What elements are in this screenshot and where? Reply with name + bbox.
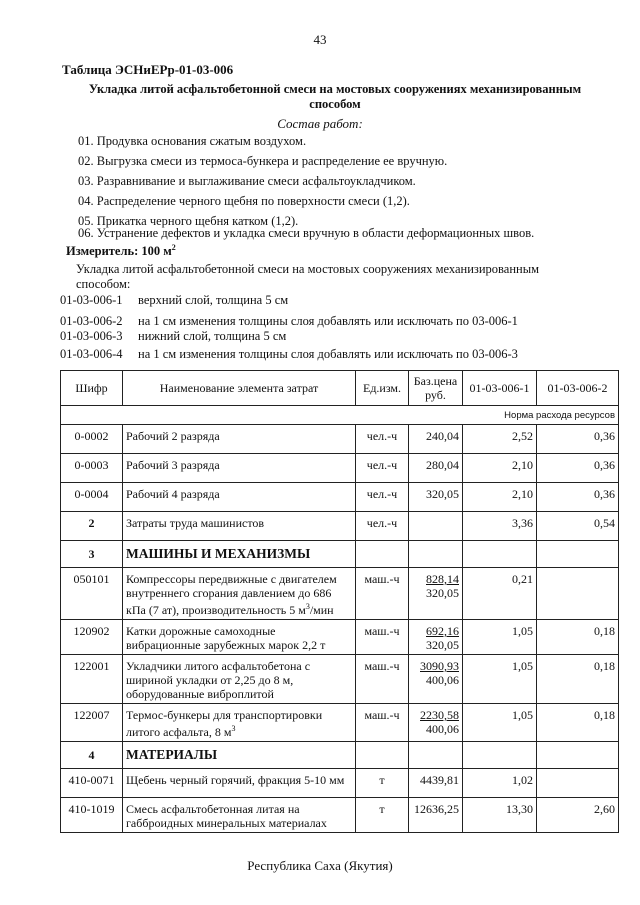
cell-value-1: 1,05 xyxy=(463,620,537,655)
cell-code: 122001 xyxy=(61,655,123,704)
cell-unit: чел.-ч xyxy=(356,454,409,483)
cell-code: 122007 xyxy=(61,704,123,742)
cell-value-1: 1,05 xyxy=(463,655,537,704)
cell-unit: маш.-ч xyxy=(356,620,409,655)
cell-unit: чел.-ч xyxy=(356,512,409,541)
cell-unit: чел.-ч xyxy=(356,483,409,512)
cell-value-2 xyxy=(537,568,619,620)
cell-name: Рабочий 4 разряда xyxy=(123,483,356,512)
table-row xyxy=(61,425,619,454)
table-header-row xyxy=(61,371,619,406)
cell-value-2 xyxy=(537,769,619,798)
cell-code: 2 xyxy=(61,512,123,541)
section-title: МАШИНЫ И МЕХАНИЗМЫ xyxy=(123,541,356,568)
norm-label: Норма расхода ресурсов xyxy=(61,406,619,425)
cell-unit: т xyxy=(356,798,409,833)
work-item: 02. Выгрузка смеси из термоса-бункера и распределение ее вручную. xyxy=(78,154,448,168)
cell-value-2: 0,18 xyxy=(537,704,619,742)
cell-value-1: 13,30 xyxy=(463,798,537,833)
work-item: 03. Разравнивание и выглаживание смеси асфальтоукладчиком. xyxy=(78,174,416,188)
table-name: Таблица ЭСНиЕРр-01-03-006 xyxy=(62,62,234,77)
cell-price: 280,04 xyxy=(409,454,463,483)
work-composition-heading: Состав работ: xyxy=(277,116,363,131)
code-line: 01-03-006-4 на 1 см изменения толщины слоя добавлять или исключать по 03-006-3 xyxy=(60,347,518,361)
header-unit: Ед.изм. xyxy=(356,371,409,406)
cell-name: Щебень черный горячий, фракция 5-10 мм xyxy=(123,769,356,798)
table-title: Укладка литой асфальтобетонной смеси на мостовых сооружениях механизированным способом xyxy=(88,82,582,111)
cell-name: Компрессоры передвижные с двигателем внутреннего сгорания давлением до 686 кПа (7 ат), производительность 5 $м^3$/мин xyxy=(123,568,356,620)
cell-price: 240,04 xyxy=(409,425,463,454)
header-col2: 01-03-006-2 xyxy=(537,371,619,406)
work-item: 04. Распределение черного щебня по поверхности смеси (1,2). xyxy=(78,194,410,208)
header-name: Наименование элемента затрат xyxy=(123,371,356,406)
cell-price: 3090,93 400,06 xyxy=(409,655,463,704)
cell-price xyxy=(409,512,463,541)
cell-unit: маш.-ч xyxy=(356,655,409,704)
table-row xyxy=(61,483,619,512)
section-machines-row xyxy=(61,541,619,568)
cell-code: 410-0071 xyxy=(61,769,123,798)
cell-unit: маш.-ч xyxy=(356,568,409,620)
cell-price: 4439,81 xyxy=(409,769,463,798)
cell-value-1: 1,02 xyxy=(463,769,537,798)
cell-value-1: 2,10 xyxy=(463,454,537,483)
cell-value-2: 0,54 xyxy=(537,512,619,541)
header-col1: 01-03-006-1 xyxy=(463,371,537,406)
cell-value-1: 2,10 xyxy=(463,483,537,512)
table-row xyxy=(61,769,619,798)
cell-name: Укладчики литого асфальтобетона с шириной укладки от 2,25 до 8 м, оборудованные виброплитой xyxy=(123,655,356,704)
code-line: 01-03-006-1 верхний слой, толщина 5 см xyxy=(60,293,289,307)
cell-value-1: 3,36 xyxy=(463,512,537,541)
section-code: 4 xyxy=(61,742,123,769)
cell-price: 692,16 320,05 xyxy=(409,620,463,655)
norm-row xyxy=(61,406,619,425)
cell-value-2: 0,36 xyxy=(537,454,619,483)
cell-code: 0-0002 xyxy=(61,425,123,454)
cell-unit: чел.-ч xyxy=(356,425,409,454)
cell-name: Катки дорожные самоходные вибрационные зарубежных марок 2,2 т xyxy=(123,620,356,655)
cell-code: 410-1019 xyxy=(61,798,123,833)
measure-description: Укладка литой асфальтобетонной смеси на мостовых сооружениях механизированным способом: xyxy=(76,262,540,291)
cell-price: 828,14 320,05 xyxy=(409,568,463,620)
table-row xyxy=(61,454,619,483)
cell-code: 050101 xyxy=(61,568,123,620)
cell-code: 0-0004 xyxy=(61,483,123,512)
table-row xyxy=(61,620,619,655)
code-line: 01-03-006-3 нижний слой, толщина 5 см xyxy=(60,329,287,343)
cell-price: 12636,25 xyxy=(409,798,463,833)
cell-name: Термос-бункеры для транспортировки литого асфальта, 8 $м^3$ xyxy=(123,704,356,742)
section-code: 3 xyxy=(61,541,123,568)
table-row xyxy=(61,704,619,742)
table-row xyxy=(61,798,619,833)
page-number: 43 xyxy=(313,32,327,47)
cell-value-1: 0,21 xyxy=(463,568,537,620)
cell-value-1: 2,52 xyxy=(463,425,537,454)
cell-price: 2230,58 400,06 xyxy=(409,704,463,742)
work-item: 06. Устранение дефектов и укладка смеси вручную в области деформационных швов. xyxy=(78,226,535,240)
cell-name: Рабочий 3 разряда xyxy=(123,454,356,483)
cell-code: 120902 xyxy=(61,620,123,655)
cell-value-2: 0,36 xyxy=(537,483,619,512)
code-line: 01-03-006-2 на 1 см изменения толщины слоя добавлять или исключать по 03-006-1 xyxy=(60,314,518,328)
table-row-labor xyxy=(61,512,619,541)
work-item: 01. Продувка основания сжатым воздухом. xyxy=(78,134,307,148)
footer-region: Республика Саха (Якутия) xyxy=(247,858,393,873)
cell-name: Смесь асфальтобетонная литая на габброидных минеральных материалах xyxy=(123,798,356,833)
cell-value-1: 1,05 xyxy=(463,704,537,742)
resource-table xyxy=(60,370,619,833)
section-materials-row xyxy=(61,742,619,769)
cell-price: 320,05 xyxy=(409,483,463,512)
work-item: 05. Прикатка черного щебня катком (1,2). xyxy=(78,214,299,228)
cell-value-2: 2,60 xyxy=(537,798,619,833)
cell-unit: т xyxy=(356,769,409,798)
section-title: МАТЕРИАЛЫ xyxy=(123,742,356,769)
cell-value-2: 0,36 xyxy=(537,425,619,454)
header-code: Шифр xyxy=(61,371,123,406)
cell-unit: маш.-ч xyxy=(356,704,409,742)
table-row xyxy=(61,568,619,620)
cell-value-2: 0,18 xyxy=(537,620,619,655)
cell-value-2: 0,18 xyxy=(537,655,619,704)
cell-code: 0-0003 xyxy=(61,454,123,483)
header-price: Баз.цена руб. xyxy=(409,371,463,406)
cell-name: Рабочий 2 разряда xyxy=(123,425,356,454)
measure-unit: Измеритель: 100 $м^2$ xyxy=(66,243,176,259)
table-row xyxy=(61,655,619,704)
cell-name: Затраты труда машинистов xyxy=(123,512,356,541)
